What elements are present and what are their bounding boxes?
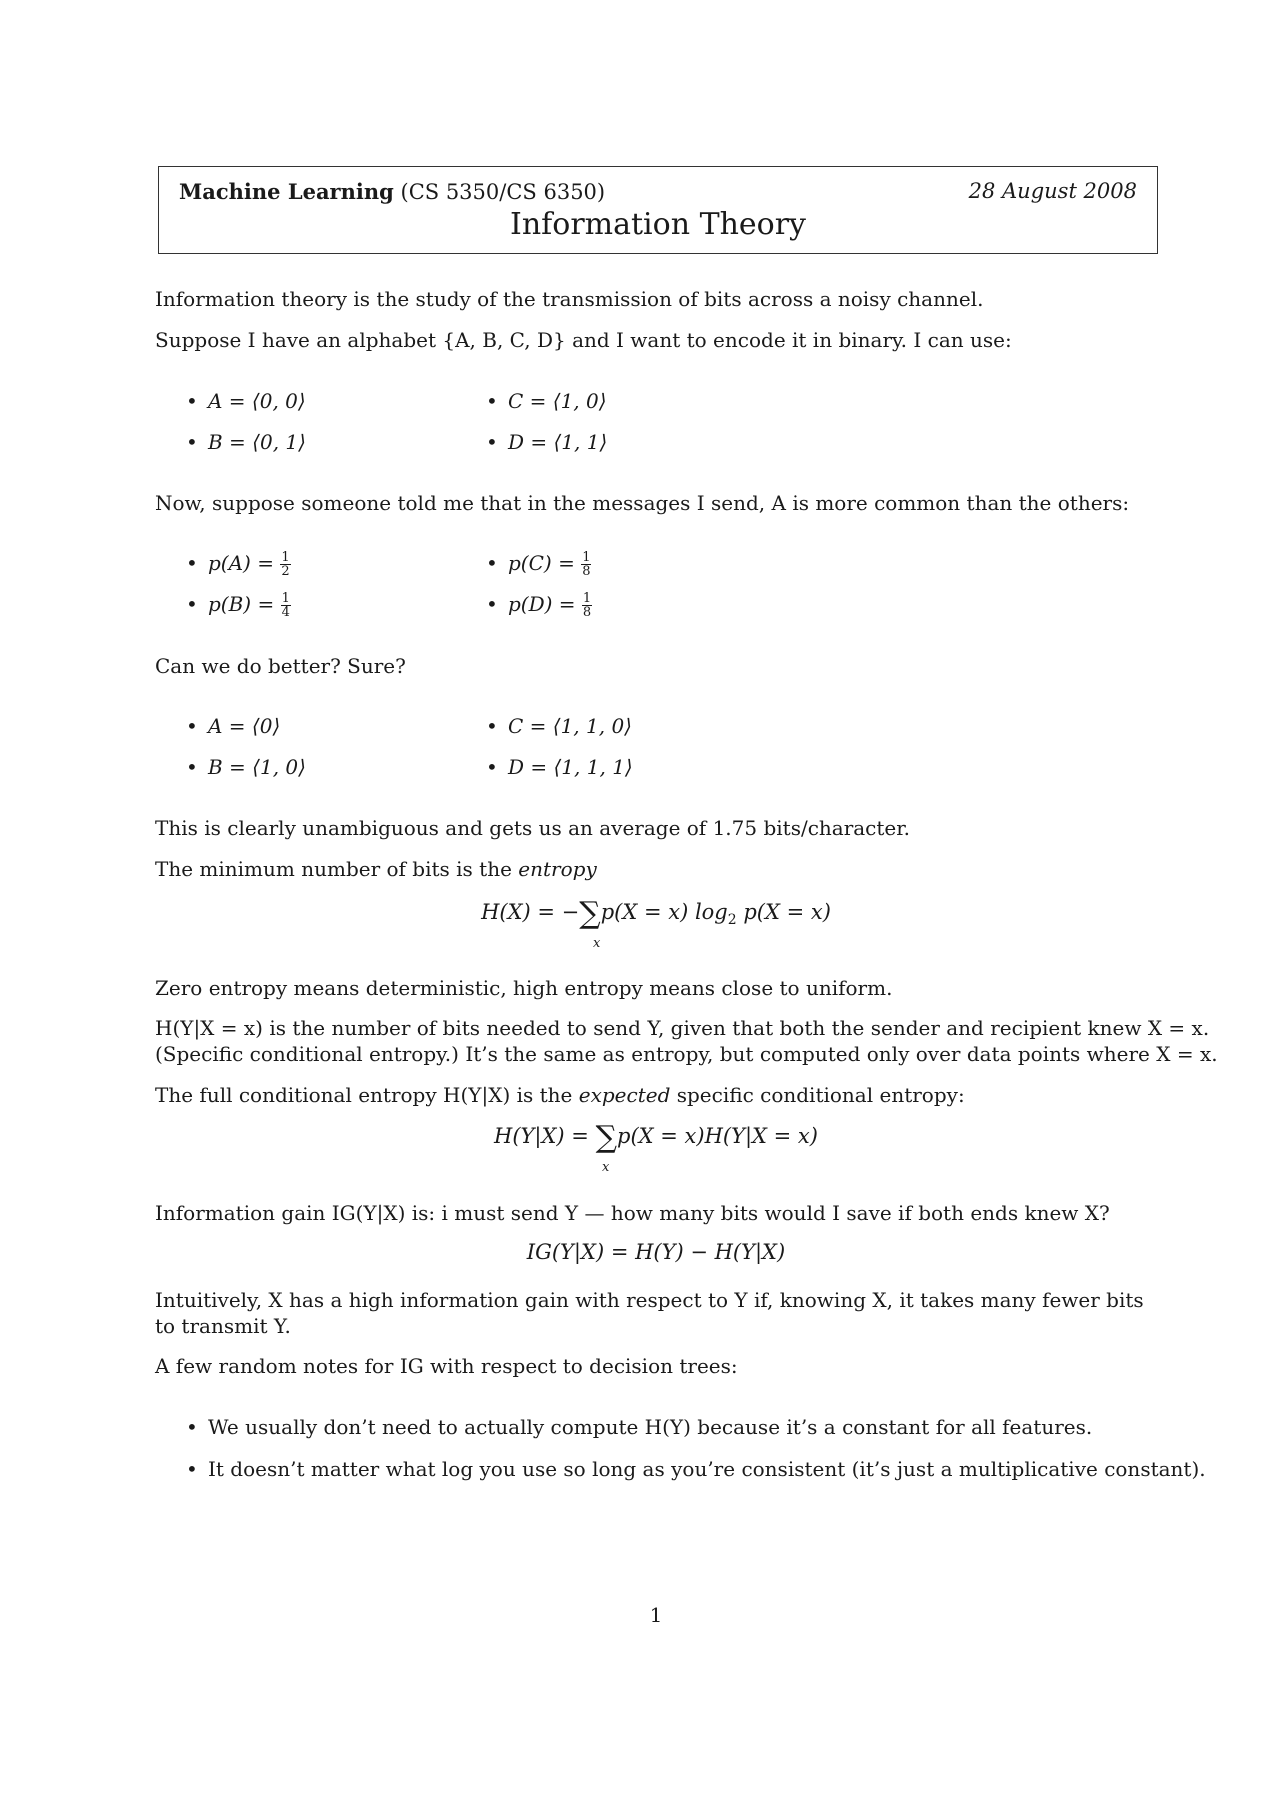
paragraph-specific-1: H(Y|X = x) is the number of bits needed to send Y, given that both the sender and recipient knew X = x. bbox=[155, 1016, 1210, 1040]
paragraph-entropy: The minimum number of bits is the entropy bbox=[155, 857, 597, 881]
paragraph-full-conditional: The full conditional entropy H(Y|X) is the expected specific conditional entropy: bbox=[155, 1083, 965, 1107]
sum-index: x bbox=[602, 1160, 610, 1175]
document-title: Information Theory bbox=[509, 207, 806, 242]
paragraph-specific-2: (Specific conditional entropy.) It’s the same as entropy, but computed only over data points where X = x. bbox=[155, 1042, 1218, 1066]
sum-index: x bbox=[593, 936, 601, 951]
paragraph-information-gain: Information gain IG(Y|X) is: i must send Y — how many bits would I save if both ends knew X? bbox=[155, 1201, 1110, 1225]
paragraph-average: This is clearly unambiguous and gets us an average of 1.75 bits/character. bbox=[155, 816, 910, 840]
course-name: Machine Learning (CS 5350/CS 6350) bbox=[179, 179, 606, 204]
list-item: • D = ⟨1, 1⟩ bbox=[486, 430, 608, 454]
list-item: • C = ⟨1, 0⟩ bbox=[486, 389, 607, 413]
information-gain-equation: IG(Y|X) = H(Y) − H(Y|X) bbox=[526, 1240, 786, 1264]
paragraph-better: Can we do better? Sure? bbox=[155, 654, 406, 678]
paragraph-intuitively: Intuitively, X has a high information gain with respect to Y if, knowing X, it takes many fewer bits to transmit Y. bbox=[155, 1288, 1144, 1338]
paragraph-alphabet: Suppose I have an alphabet {A, B, C, D} and I want to encode it in binary. I can use: bbox=[155, 328, 1012, 352]
header-date: 28 August 2008 bbox=[968, 179, 1137, 203]
conditional-entropy-equation: H(Y|X) = ∑p(X = x)H(Y|X = x) bbox=[494, 1120, 818, 1155]
list-item: • p(D) = $\frac{1}{8}$ bbox=[486, 591, 592, 620]
paragraph-zero-entropy: Zero entropy means deterministic, high entropy means close to uniform. bbox=[155, 976, 893, 1000]
list-item: • A = ⟨0, 0⟩ bbox=[186, 389, 306, 413]
paragraph-notes: A few random notes for IG with respect to decision trees: bbox=[155, 1354, 738, 1378]
list-item: • B = ⟨0, 1⟩ bbox=[186, 430, 306, 454]
header-box bbox=[158, 166, 1158, 254]
list-item: • D = ⟨1, 1, 1⟩ bbox=[486, 755, 633, 779]
list-item: • p(C) = $\frac{1}{8}$ bbox=[486, 550, 591, 579]
list-item: • B = ⟨1, 0⟩ bbox=[186, 755, 306, 779]
page-number: 1 bbox=[649, 1603, 663, 1627]
list-item: • p(B) = $\frac{1}{4}$ bbox=[186, 591, 290, 620]
list-item: • C = ⟨1, 1, 0⟩ bbox=[486, 714, 632, 738]
paragraph-common: Now, suppose someone told me that in the messages I send, A is more common than the others: bbox=[155, 491, 1130, 515]
list-item: • A = ⟨0⟩ bbox=[186, 714, 281, 738]
entropy-equation: H(X) = −∑p(X = x) $\log_2 p(X = x)$ bbox=[481, 896, 831, 931]
list-item: • p(A) = $\frac{1}{2}$ bbox=[186, 550, 290, 579]
paragraph-intro: Information theory is the study of the transmission of bits across a noisy channel. bbox=[155, 287, 984, 311]
list-item: • It doesn’t matter what log you use so long as you’re consistent (it’s just a multiplicative constant). bbox=[186, 1457, 1206, 1481]
list-item: • We usually don’t need to actually compute H(Y) because it’s a constant for all features. bbox=[186, 1415, 1093, 1439]
